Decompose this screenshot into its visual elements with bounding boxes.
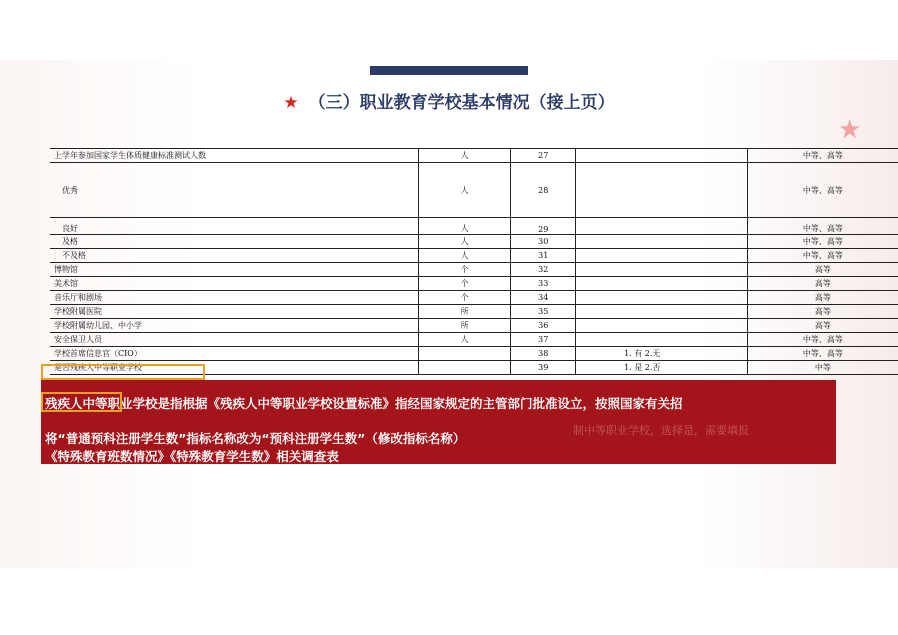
row-level: 中等、高等 — [747, 347, 898, 361]
indicator-table — [50, 148, 898, 375]
row-note — [576, 333, 728, 347]
row-name: 博物馆 — [50, 263, 418, 277]
row-level: 高等 — [747, 277, 898, 291]
row-note: 1. 有 2.无 — [576, 347, 728, 361]
row-code: 38 — [511, 347, 576, 361]
banner-line-3: 《特殊教育班数情况》《特殊教育学生数》相关调查表 — [45, 449, 339, 464]
table-row — [50, 291, 898, 305]
row-gap — [727, 347, 747, 361]
table-row — [50, 149, 898, 163]
row-gap — [727, 235, 747, 249]
row-gap — [727, 249, 747, 263]
title-accent-bar — [370, 66, 528, 75]
row-level: 高等 — [747, 305, 898, 319]
row-unit: 人 — [418, 163, 511, 218]
banner-line-1: 残疾人中等职业学校是指根据《残疾人中等职业学校设置标准》指经国家规定的主管部门批准设立，按照国家有关招 — [45, 396, 683, 411]
row-code: 33 — [511, 277, 576, 291]
row-name: 美术馆 — [50, 277, 418, 291]
row-unit — [418, 347, 511, 361]
table-row — [50, 218, 898, 235]
row-note: 1. 是 2.否 — [576, 361, 728, 375]
table-row — [50, 333, 898, 347]
row-gap — [727, 305, 747, 319]
row-level: 高等 — [747, 319, 898, 333]
row-unit: 人 — [418, 218, 511, 235]
row-gap — [727, 361, 747, 375]
row-unit: 个 — [418, 291, 511, 305]
row-gap — [727, 333, 747, 347]
row-unit — [418, 361, 511, 375]
row-name: 不及格 — [50, 249, 418, 263]
row-unit: 人 — [418, 249, 511, 263]
row-name: 安全保卫人员 — [50, 333, 418, 347]
row-gap — [727, 277, 747, 291]
row-note — [576, 277, 728, 291]
row-code: 36 — [511, 319, 576, 333]
row-code: 31 — [511, 249, 576, 263]
row-gap — [727, 319, 747, 333]
row-note — [576, 319, 728, 333]
row-name: 学校首席信息官（CIO） — [50, 347, 418, 361]
table-row — [50, 305, 898, 319]
row-code: 39 — [511, 361, 576, 375]
row-name: 学校附属医院 — [50, 305, 418, 319]
table-row — [50, 235, 898, 249]
decorative-star-icon: ★ — [838, 115, 862, 145]
row-code: 27 — [511, 149, 576, 163]
row-code: 34 — [511, 291, 576, 305]
row-name: 良好 — [50, 218, 418, 235]
page-title-text: （三）职业教育学校基本情况（接上页） — [308, 93, 615, 113]
row-note — [576, 218, 728, 235]
row-note — [576, 149, 728, 163]
row-unit: 所 — [418, 305, 511, 319]
table-row — [50, 347, 898, 361]
row-code: 35 — [511, 305, 576, 319]
row-gap — [727, 163, 747, 218]
table-row — [50, 263, 898, 277]
page-title — [0, 88, 898, 113]
row-code: 29 — [511, 218, 576, 235]
row-gap — [727, 291, 747, 305]
row-gap — [727, 149, 747, 163]
keyword-highlight-box — [41, 392, 122, 412]
explanation-banner — [41, 380, 836, 464]
row-name: 优秀 — [50, 163, 418, 218]
row-code: 30 — [511, 235, 576, 249]
row-level: 中等、高等 — [747, 235, 898, 249]
row-level: 中等、高等 — [747, 218, 898, 235]
row-level: 中等 — [747, 361, 898, 375]
banner-line-2: 将“普通预科注册学生数”指标名称改为“预科注册学生数”（修改指标名称） — [45, 431, 466, 446]
row-note — [576, 263, 728, 277]
table-row — [50, 249, 898, 263]
row-level: 中等、高等 — [747, 149, 898, 163]
row-unit: 人 — [418, 149, 511, 163]
table-row — [50, 163, 898, 218]
row-gap — [727, 263, 747, 277]
star-icon: ★ — [283, 93, 299, 113]
row-name: 及格 — [50, 235, 418, 249]
row-unit: 个 — [418, 263, 511, 277]
row-code: 32 — [511, 263, 576, 277]
row-name: 学校附属幼儿园、中小学 — [50, 319, 418, 333]
row-level: 高等 — [747, 263, 898, 277]
row-note — [576, 249, 728, 263]
row-code: 28 — [511, 163, 576, 218]
row-unit: 所 — [418, 319, 511, 333]
row-name: 是否残疾人中等职业学校 — [50, 361, 418, 375]
row-gap — [727, 218, 747, 235]
row-note — [576, 163, 728, 218]
banner-ghost-text: 制中等职业学校，选择是，需要填报 — [573, 424, 749, 437]
row-note — [576, 305, 728, 319]
row-highlight-box — [41, 364, 205, 380]
row-unit: 人 — [418, 333, 511, 347]
row-level: 中等、高等 — [747, 333, 898, 347]
row-code: 37 — [511, 333, 576, 347]
row-name: 上学年参加国家学生体质健康标准测试人数 — [50, 149, 418, 163]
row-level: 高等 — [747, 291, 898, 305]
table-row — [50, 319, 898, 333]
row-name: 音乐厅和剧场 — [50, 291, 418, 305]
table-row — [50, 277, 898, 291]
row-note — [576, 291, 728, 305]
row-unit: 人 — [418, 235, 511, 249]
row-level: 中等、高等 — [747, 163, 898, 218]
row-unit: 个 — [418, 277, 511, 291]
row-level: 中等、高等 — [747, 249, 898, 263]
row-note — [576, 235, 728, 249]
